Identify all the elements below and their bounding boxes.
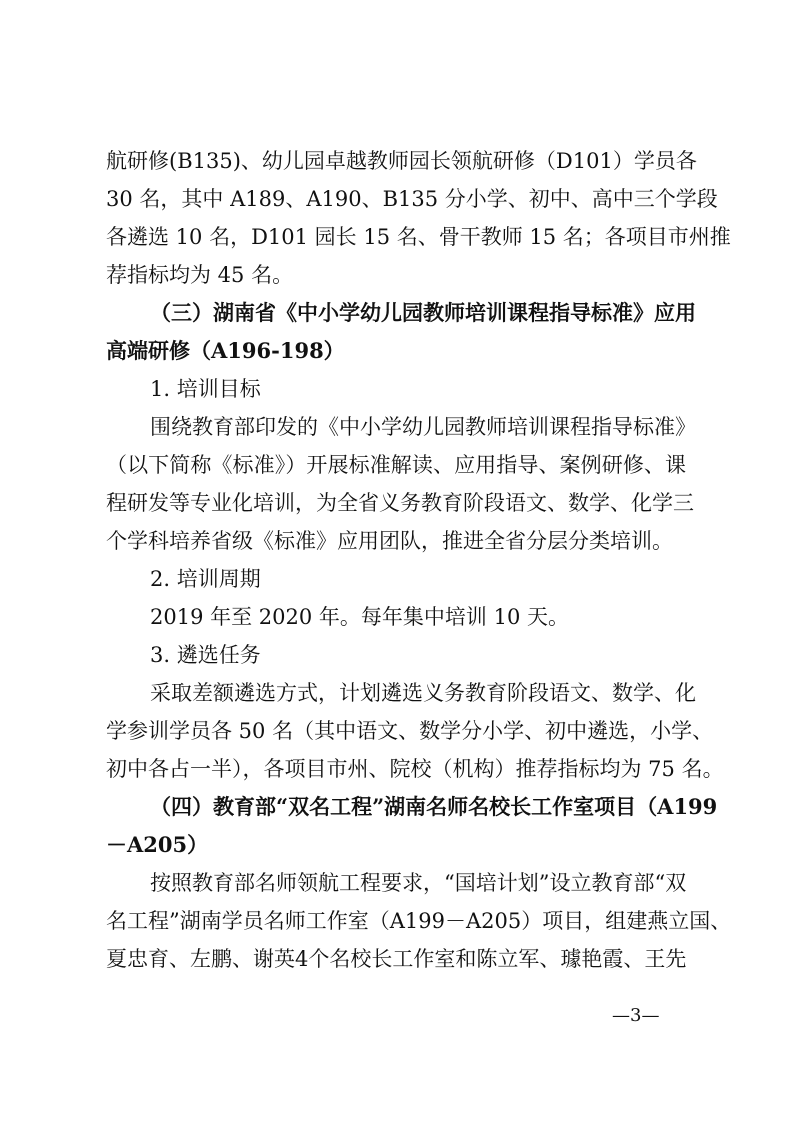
section-heading-cont: 高端研修（A196-198） (106, 338, 345, 363)
text-line: 航研修(B135)、幼儿园卓越教师园长领航研修（D101）学员各 (106, 149, 697, 173)
subheading: 2. 培训周期 (150, 567, 261, 591)
text-line: 夏忠育、左鹏、谢英4个名校长工作室和陈立军、璩艳霞、王先 (106, 947, 687, 971)
section-heading: （三）湖南省《中小学幼儿园教师培训课程指导标准》应用 (150, 300, 696, 325)
text-line: 学参训学员各 50 名（其中语文、数学分小学、初中遴选，小学、 (106, 719, 714, 743)
text-line: 个学科培养省级《标准》应用团队，推进全省分层分类培训。 (106, 529, 673, 553)
subheading: 1. 培训目标 (150, 377, 261, 401)
text-line: 按照教育部名师领航工程要求，“国培计划”设立教育部“双 (150, 871, 687, 895)
text-line: 程研发等专业化培训，为全省义务教育阶段语文、数学、化学三 (106, 491, 694, 515)
section-heading: （四）教育部“双名工程”湖南名师名校长工作室项目（A199 (150, 794, 718, 819)
text-line: 各遴选 10 名，D101 园长 15 名、骨干教师 15 名；各项目市州推 (106, 225, 731, 249)
section-heading-cont: －A205） (106, 832, 209, 857)
text-line: 名工程”湖南学员名师工作室（A199－A205）项目，组建燕立国、 (106, 909, 732, 933)
text-line: 采取差额遴选方式，计划遴选义务教育阶段语文、数学、化 (150, 681, 696, 705)
subheading: 3. 遴选任务 (150, 643, 261, 667)
page-number: —3— (612, 1005, 660, 1026)
text-line: （以下简称《标准》）开展标准解读、应用指导、案例研修、课 (106, 453, 686, 477)
text-line: 围绕教育部印发的《中小学幼儿园教师培训课程指导标准》 (150, 415, 696, 439)
text-line: 2019 年至 2020 年。每年集中培训 10 天。 (150, 605, 569, 629)
text-line: 30 名，其中 A189、A190、B135 分小学、初中、高中三个学段 (106, 187, 718, 211)
text-line: 荐指标均为 45 名。 (106, 263, 294, 287)
text-line: 初中各占一半），各项目市州、院校（机构）推荐指标均为 75 名。 (106, 757, 724, 781)
